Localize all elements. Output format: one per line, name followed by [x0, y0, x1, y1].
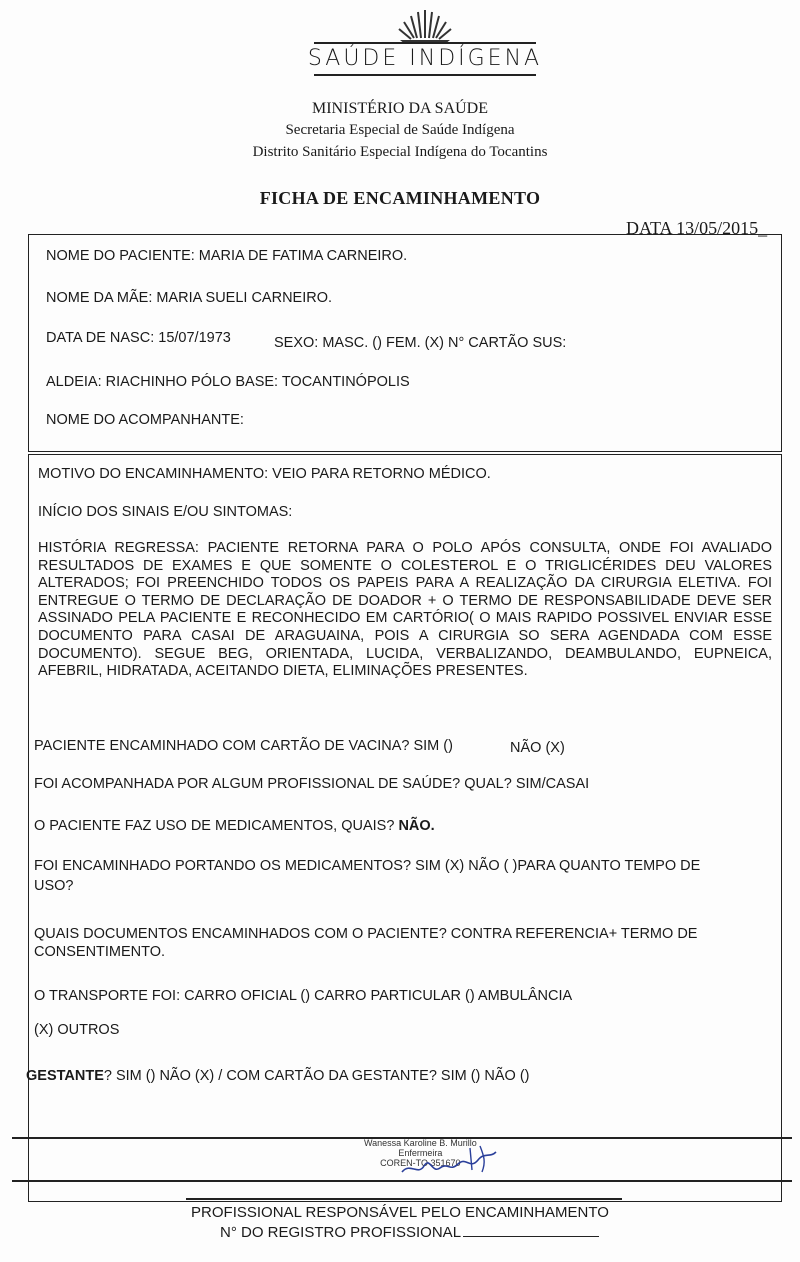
- registry-blank-line: [463, 1236, 599, 1237]
- vaccine-card-answer: NÃO (X): [510, 740, 565, 756]
- ministry-heading: MINISTÉRIO DA SAÚDE: [312, 100, 488, 117]
- saude-indigena-logo: [300, 2, 550, 80]
- symptom-onset: INÍCIO DOS SINAIS E/OU SINTOMAS:: [38, 504, 293, 520]
- feather-emblem-icon: [300, 2, 550, 46]
- stamp-name: Wanessa Karoline B. Murillo: [364, 1138, 477, 1148]
- pregnancy-question: GESTANTE? SIM () NÃO (X) / COM CARTÃO DA GESTANTE? SIM () NÃO (): [26, 1068, 530, 1084]
- vaccine-card-question: PACIENTE ENCAMINHADO COM CARTÃO DE VACINA? SIM (): [34, 738, 453, 754]
- village-and-base: ALDEIA: RIACHINHO PÓLO BASE: TOCANTINÓPOLIS: [46, 374, 410, 390]
- secretariat-heading: Secretaria Especial de Saúde Indígena: [285, 122, 515, 138]
- handwritten-signature: [400, 1142, 500, 1182]
- medications-carried-question: FOI ENCAMINHADO PORTANDO OS MEDICAMENTOS? SIM (X) NÃO ( )PARA QUANTO TEMPO DE: [34, 858, 701, 874]
- logo-text: SAÚDE INDÍGENA: [307, 46, 543, 71]
- stamp-coren: COREN-TO 351670: [380, 1158, 461, 1168]
- medications-question: O PACIENTE FAZ USO DE MEDICAMENTOS, QUAIS? NÃO.: [34, 818, 435, 834]
- transport-question: O TRANSPORTE FOI: CARRO OFICIAL () CARRO PARTICULAR () AMBULÂNCIA: [34, 988, 573, 1004]
- companion-name: NOME DO ACOMPANHANTE:: [46, 412, 244, 428]
- transport-others: (X) OUTROS: [34, 1022, 120, 1038]
- stamp-role: Enfermeira: [398, 1148, 443, 1158]
- district-heading: Distrito Sanitário Especial Indígena do Tocantins: [252, 144, 548, 160]
- medications-answer: NÃO.: [398, 818, 435, 834]
- responsible-line: [186, 1198, 622, 1200]
- sex-and-sus-card: SEXO: MASC. () FEM. (X) N° CARTÃO SUS:: [274, 335, 567, 351]
- birth-date: DATA DE NASC: 15/07/1973: [46, 330, 231, 346]
- accompanying-professional: FOI ACOMPANHADA POR ALGUM PROFISSIONAL DE SAÚDE? QUAL? SIM/CASAI: [34, 776, 590, 792]
- medical-history: HISTÓRIA REGRESSA: PACIENTE RETORNA PARA O POLO APÓS CONSULTA, ONDE FOI AVALIADO RESULTADOS DE EXAMES E QUE SOMENTE O COLESTEROL E O TRIGLICÉRIDES DEU VALORES ALTERADOS; FOI PREENCHIDO TODOS OS PAPEIS PARA A REALIZAÇÃO DA CIRURGIA ELETIVA. FOI ENTREGUE O TERMO DE DECLARAÇÃO DE DOADOR + O TERMO DE RESPONSABILIDADE DEVE SER ASSINADO PELA PACIENTE E RECONHECIDO EM CARTÓRIO( O MAIS RAPIDO POSSIVEL ENVIAR ESSE DOCUMENTO PARA CASAI DE ARAGUAINA, POIS A CIRURGIA SO SERA AGENDADA COM ESSE DOCUMENTO). SEGUE BEG, ORIENTADA, LUCIDA, VERBALIZANDO, DEAMBULANDO, EUPNEICA, AFEBRIL, HIDRATADA, ACEITANDO DIETA, ELIMINAÇÕES PRESENTES.: [38, 540, 772, 680]
- patient-name: NOME DO PACIENTE: MARIA DE FATIMA CARNEIRO.: [46, 248, 408, 264]
- documents-question-cont: CONSENTIMENTO.: [34, 944, 166, 960]
- page-title: FICHA DE ENCAMINHAMENTO: [259, 188, 541, 208]
- referral-reason: MOTIVO DO ENCAMINHAMENTO: VEIO PARA RETORNO MÉDICO.: [38, 466, 491, 482]
- responsible-professional-label: PROFISSIONAL RESPONSÁVEL PELO ENCAMINHAMENTO: [191, 1204, 609, 1221]
- professional-registry-label: N° DO REGISTRO PROFISSIONAL: [220, 1224, 599, 1241]
- medications-carried-question-cont: USO?: [34, 878, 74, 894]
- date-field: DATA 13/05/2015_: [626, 218, 768, 238]
- documents-question: QUAIS DOCUMENTOS ENCAMINHADOS COM O PACIENTE? CONTRA REFERENCIA+ TERMO DE: [34, 926, 698, 942]
- mother-name: NOME DA MÃE: MARIA SUELI CARNEIRO.: [46, 290, 333, 306]
